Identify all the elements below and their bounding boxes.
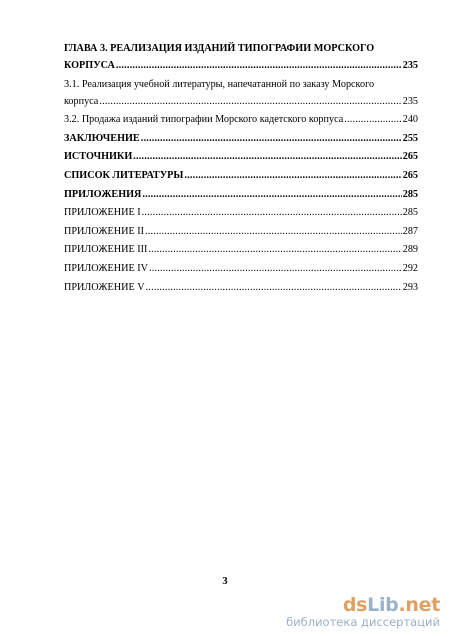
toc-page-number: 265 — [402, 151, 418, 163]
toc-page-number: 285 — [402, 207, 418, 219]
leader-dots — [99, 95, 401, 108]
toc-label: 3.2. Продажа изданий типографии Морского кадетского корпуса — [64, 114, 344, 126]
toc-entry-3-2[interactable] — [64, 113, 418, 132]
leader-dots — [184, 169, 401, 182]
toc-label: ПРИЛОЖЕНИЕ IV — [64, 262, 148, 274]
leader-dots — [344, 113, 401, 126]
leader-dots — [133, 150, 401, 163]
leader-dots — [148, 243, 401, 256]
toc-label: ИСТОЧНИКИ — [64, 151, 133, 163]
toc-entry-3-1-line1 — [64, 78, 418, 95]
leader-dots — [116, 59, 402, 72]
toc-label: ПРИЛОЖЕНИЕ II — [64, 225, 145, 237]
toc-page-number: 287 — [402, 225, 418, 237]
toc-entry-appendix-4[interactable] — [64, 262, 418, 281]
toc-entry-appendix-2[interactable] — [64, 225, 418, 244]
toc-entry-appendix-3[interactable] — [64, 243, 418, 262]
dslib-watermark — [286, 595, 440, 629]
toc-entry-appendices[interactable] — [64, 188, 418, 207]
toc-entry-appendix-5[interactable] — [64, 281, 418, 300]
toc-page-number: 265 — [402, 169, 418, 181]
toc-label: ЗАКЛЮЧЕНИЕ — [64, 132, 140, 144]
toc-label: ПРИЛОЖЕНИЕ III — [64, 244, 148, 256]
table-of-contents — [64, 42, 418, 299]
toc-label: КОРПУСА — [64, 60, 115, 71]
toc-label: ПРИЛОЖЕНИЕ V — [64, 281, 145, 293]
toc-entry-chapter3-line1 — [64, 42, 418, 59]
watermark-subtitle: библиотека диссертаций — [286, 615, 440, 629]
toc-page-number: 293 — [402, 281, 418, 293]
toc-entry-sources[interactable] — [64, 150, 418, 169]
toc-page-number: 255 — [402, 132, 418, 144]
leader-dots — [149, 262, 402, 275]
toc-entry-3-1[interactable] — [64, 95, 418, 114]
toc-entry-appendix-1[interactable] — [64, 206, 418, 225]
toc-page-number: 240 — [402, 114, 418, 126]
leader-dots — [141, 132, 402, 145]
page-number: 3 — [222, 576, 228, 587]
toc-label: ГЛАВА 3. РЕАЛИЗАЦИЯ ИЗДАНИЙ ТИПОГРАФИИ МОРСКОГО — [64, 43, 375, 54]
toc-label: корпуса — [64, 95, 99, 107]
leader-dots — [145, 225, 402, 238]
toc-entry-chapter3[interactable] — [64, 59, 418, 78]
toc-label: 3.1. Реализация учебной литературы, напечатанной по заказу Морского — [64, 78, 375, 90]
toc-label: СПИСОК ЛИТЕРАТУРЫ — [64, 169, 184, 181]
dslib-logo: dsLib.net — [342, 594, 440, 616]
toc-page-number: 235 — [402, 60, 418, 71]
toc-page-number: 285 — [402, 188, 418, 200]
toc-entry-literature[interactable] — [64, 169, 418, 188]
leader-dots — [142, 206, 402, 219]
leader-dots — [146, 281, 402, 294]
toc-page-number: 292 — [402, 262, 418, 274]
toc-page-number: 289 — [402, 244, 418, 256]
toc-entry-conclusion[interactable] — [64, 132, 418, 151]
toc-label: ПРИЛОЖЕНИЕ I — [64, 207, 141, 219]
toc-label: ПРИЛОЖЕНИЯ — [64, 188, 142, 200]
toc-page-number: 235 — [402, 95, 418, 107]
leader-dots — [142, 188, 401, 201]
